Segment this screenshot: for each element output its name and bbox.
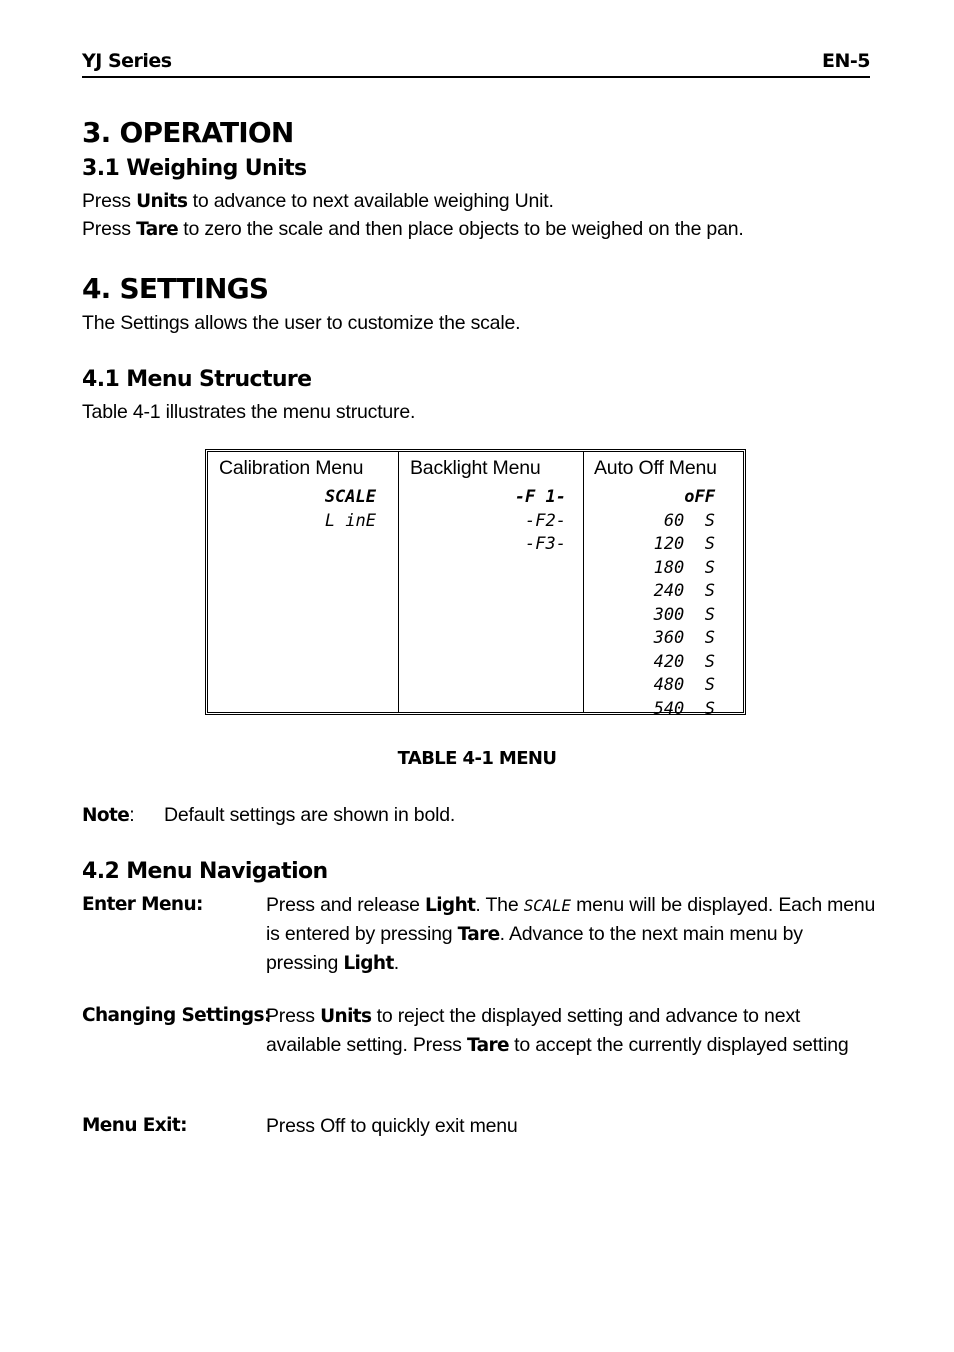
calibration-menu-options [325,486,376,533]
menu-option: 240 S [653,581,715,601]
subsection-title-menu-navigation: 4.2 Menu Navigation [82,859,328,884]
menu-option: 300 S [653,604,715,625]
menu-option: oFF [684,487,715,507]
enter-menu-text: Press and release Light. The SCALE menu will be displayed. Each menu is entered by pressing Tare. Advance to the next main menu by pressing Light. [266,894,876,974]
header-page-number: EN-5 [822,50,870,72]
changing-settings-label: Changing Settings: [82,1005,271,1026]
settings-intro: The Settings allows the user to customize the scale. [82,312,521,334]
key-light: Light [425,895,476,916]
key-tare: Tare [136,219,179,240]
subsection-title-weighing-units: 3.1 Weighing Units [82,156,307,181]
header-series: YJ Series [82,50,172,72]
menu-option: L inE [324,510,376,531]
key-light: Light [343,953,394,974]
note-separator: : [129,804,135,826]
menu-option: 120 S [653,534,715,554]
menu-option: 540 S [653,698,715,719]
weighing-units-line-2: Press Tare to zero the scale and then place objects to be weighed on the pan. [82,218,744,240]
menu-option: 420 S [653,651,715,672]
menu-structure-intro: Table 4-1 illustrates the menu structure. [82,401,416,423]
backlight-menu-column [398,452,584,712]
backlight-menu-options [515,486,566,557]
weighing-units-line-1: Press Units to advance to next available weighing Unit. [82,190,554,212]
menu-option: 180 S [653,557,715,578]
menu-option: 480 S [653,675,715,695]
menu-structure-table [205,449,746,719]
section-title-operation: 3. OPERATION [82,116,294,149]
key-units: Units [320,1006,372,1027]
menu-option: 60 S [663,510,715,531]
auto-off-menu-column [583,452,743,719]
section-title-settings: 4. SETTINGS [82,272,269,305]
menu-option: -F2- [525,510,566,531]
page-header [82,50,870,78]
changing-settings-text: Press Units to reject the displayed setting and advance to next available setting. Press Tare to accept the currently displayed setting [266,1005,849,1056]
menu-option: -F3- [525,534,566,554]
table-caption: TABLE 4-1 MENU [397,748,557,769]
note-text: Default settings are shown in bold. [164,804,456,826]
auto-off-menu-options [654,486,715,721]
note [82,804,134,827]
menu-exit-text: Press Off to quickly exit menu [266,1115,518,1137]
menu-option: 360 S [653,628,715,648]
menu-option: SCALE [324,487,376,507]
menu-option: -F 1- [514,487,566,507]
note-label: Note [82,805,130,826]
backlight-menu-header: Backlight Menu [410,457,541,479]
calibration-menu-header: Calibration Menu [219,457,364,479]
key-tare: Tare [457,924,500,945]
enter-menu-label: Enter Menu: [82,894,203,915]
key-units: Units [136,191,188,212]
menu-exit-label: Menu Exit: [82,1115,187,1136]
auto-off-menu-header: Auto Off Menu [594,457,717,479]
key-tare: Tare [466,1035,509,1056]
subsection-title-menu-structure: 4.1 Menu Structure [82,367,312,392]
calibration-menu-column [208,452,399,712]
display-scale-text: SCALE [523,896,571,915]
